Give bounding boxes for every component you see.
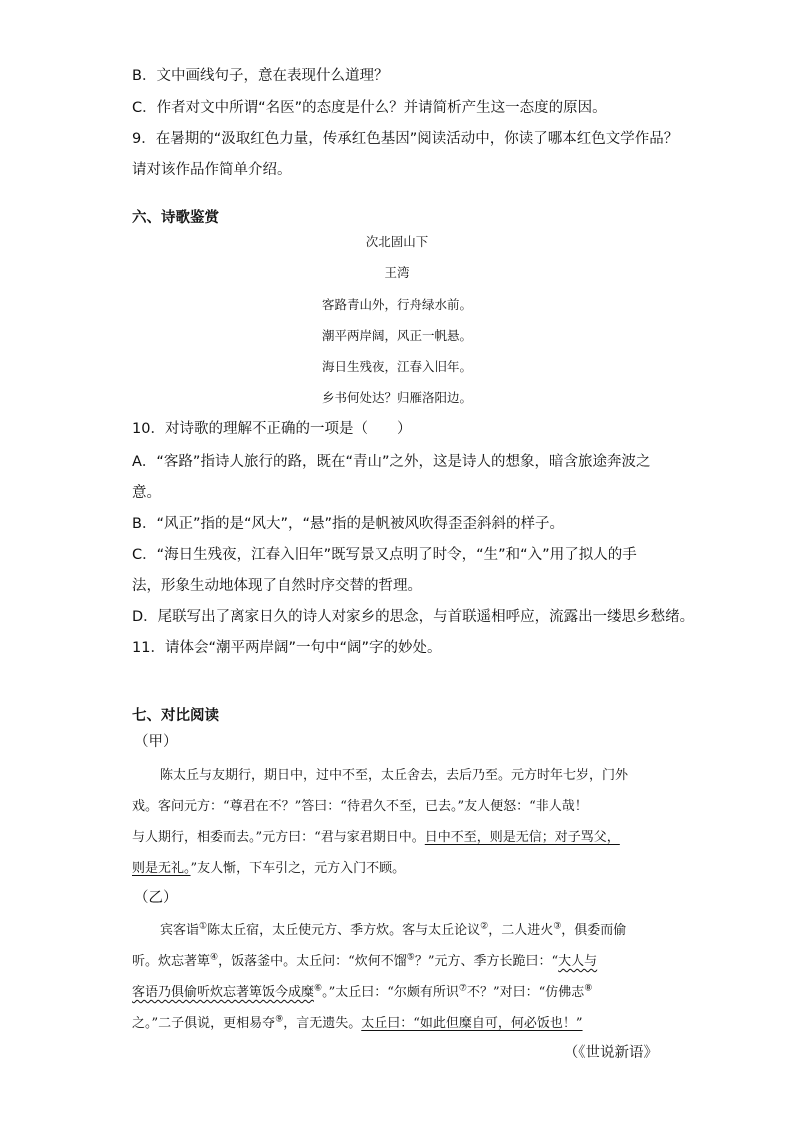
passage-text: ，二人进火: [488, 923, 554, 938]
passage-text: 。”太丘曰：“尔颇有所识: [322, 985, 459, 1000]
passage-text: ，俱委而偷: [561, 923, 627, 938]
passage-jia-line3: [132, 828, 620, 848]
question-b: B．文中画线句子，意在表现什么道理？: [132, 68, 389, 84]
footnote-marker: ④: [210, 952, 219, 963]
passage-text: ，言无遗失。: [283, 1016, 362, 1031]
passage-yi-line1: [160, 921, 626, 941]
passage-text: 与人期行，相委而去。”元方曰：“君与家君期日中。: [132, 830, 425, 845]
section-6-heading: 六、诗歌鉴赏: [132, 210, 219, 226]
question-11: 11．请体会“潮平两岸阔”一句中“阔”字的妙处。: [132, 640, 442, 656]
passage-text: 宾客诣: [160, 923, 200, 938]
poem-title: 次北固山下: [365, 234, 429, 249]
passage-jia-label: （甲）: [134, 734, 178, 750]
question-10-option-d: D．尾联写出了离家日久的诗人对家乡的思念，与首联遥相呼应，流露出一缕思乡愁绪。: [132, 609, 695, 625]
question-9-line2: 请对该作品作简单介绍。: [132, 162, 292, 178]
source-citation: （《世说新语》: [563, 1045, 658, 1061]
passage-yi-label: （乙）: [134, 890, 178, 906]
question-10-option-c-line1: C．“海日生残夜，江春入旧年”既写景又点明了时令，“生”和“入”用了拟人的手: [132, 547, 637, 563]
poem-author: 王湾: [384, 265, 410, 280]
section-7-heading: 七、对比阅读: [132, 708, 219, 724]
passage-text: 陈太丘宿，太丘使元方、季方炊。客与太丘论议: [207, 923, 481, 938]
passage-yi-line3: [132, 983, 592, 1003]
wavy-underlined-sentence: 客语乃俱偷听炊忘著箄饭今成糜: [132, 985, 315, 1000]
footnote-marker: ⑥: [314, 983, 323, 994]
question-10-option-a-line1: A．“客路”指诗人旅行的路，既在“青山”之外，这是诗人的想象，暗含旅途奔波之: [132, 454, 651, 470]
passage-jia-line4: [132, 859, 405, 879]
question-9-line1: 9．在暑期的“汲取红色力量，传承红色基因”阅读活动中，你读了哪本红色文学作品？: [132, 131, 679, 147]
poem-line: 海日生残夜，江春入旧年。: [321, 359, 472, 374]
passage-text: ”友人惭，下车引之，元方入门不顾。: [190, 861, 406, 876]
passage-jia-line1: 陈太丘与友期行，期日中，过中不至，太丘舍去，去后乃至。元方时年七岁，门外: [160, 768, 629, 783]
footnote-marker: ⑤: [406, 952, 415, 963]
question-10-option-c-line2: 法，形象生动地体现了自然时序交替的哲理。: [132, 578, 422, 594]
question-c: C．作者对文中所谓“名医”的态度是什么？并请简析产生这一态度的原因。: [132, 100, 607, 116]
passage-text: ？”元方、季方长跪曰：“: [414, 954, 559, 969]
footnote-marker: ⑦: [458, 983, 467, 994]
passage-text: 不？”对曰：“仿佛志: [466, 985, 585, 1000]
poem-line: 乡书何处达？归雁洛阳边。: [321, 390, 472, 405]
underlined-sentence: 则是无礼。: [132, 861, 191, 876]
underlined-sentence: 太丘曰：“如此但糜自可，何必饭也！”: [361, 1016, 583, 1031]
poem-line: 客路青山外，行舟绿水前。: [321, 297, 472, 312]
passage-yi-line4: [132, 1014, 583, 1034]
passage-text: 听。炊忘著箄: [132, 954, 211, 969]
question-10-stem: 10．对诗歌的理解不正确的一项是（ ）: [132, 421, 412, 437]
footnote-marker: ③: [553, 921, 562, 932]
footnote-marker: ⑨: [275, 1014, 284, 1025]
footnote-marker: ⑧: [584, 983, 593, 994]
footnote-marker: ②: [480, 921, 489, 932]
passage-yi-line2: [132, 952, 597, 972]
passage-text: ，饭落釜中。太丘问：“炊何不馏: [218, 954, 407, 969]
question-10-option-b: B．“风正”指的是“风大”，“悬”指的是帆被风吹得歪歪斜斜的样子。: [132, 516, 565, 532]
passage-text: 之。”二子俱说，更相易夺: [132, 1016, 276, 1031]
wavy-underlined-sentence: 大人与: [558, 954, 598, 969]
question-10-option-a-line2: 意。: [132, 485, 161, 501]
underlined-sentence: 日中不至，则是无信；对子骂父，: [424, 830, 620, 845]
passage-jia-line2: 戏。客问元方：“尊君在不？”答曰：“待君久不至，已去。”友人便怒：“非人哉！: [132, 799, 588, 814]
footnote-marker: ①: [199, 921, 208, 932]
poem-line: 潮平两岸阔，风正一帆悬。: [321, 328, 472, 343]
